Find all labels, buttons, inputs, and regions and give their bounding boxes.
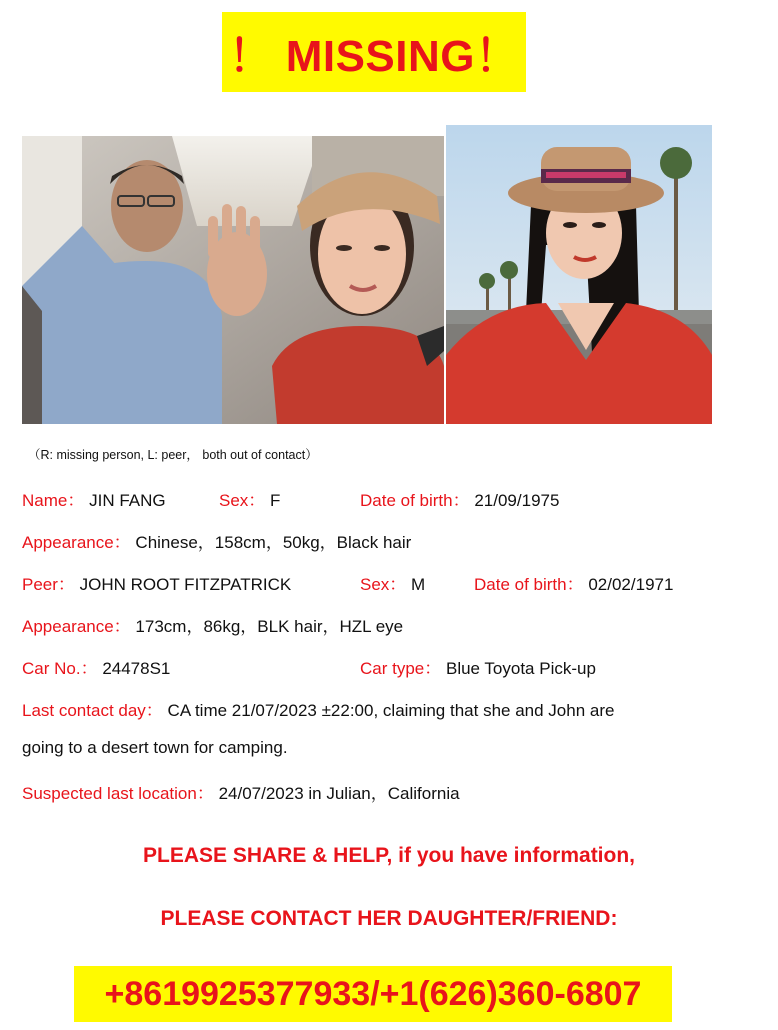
peer-dob-label: Date of birth： — [474, 575, 584, 594]
peer-appearance-value: 173cm，86kg，BLK hair，HZL eye — [135, 617, 404, 636]
photo-caption: （R: missing person, L: peer， both out of contact） — [28, 448, 318, 462]
sex-value: F — [270, 491, 281, 510]
last-contact-continued — [22, 738, 288, 758]
share-help-text: PLEASE SHARE & HELP, if you have information, — [142, 844, 636, 867]
missing-title: ！ MISSING！ — [228, 32, 520, 81]
appearance-label: Appearance： — [22, 533, 131, 552]
appearance-field — [22, 528, 411, 553]
missing-person-image — [446, 125, 712, 424]
missing-banner — [222, 12, 526, 92]
sex-label: Sex： — [219, 491, 266, 510]
contact-phone-box — [74, 966, 672, 1022]
last-contact-label: Last contact day： — [22, 701, 163, 720]
peer-appearance-field — [22, 612, 403, 637]
peer-dob-value: 02/02/1971 — [588, 575, 674, 594]
suspected-location-label: Suspected last location： — [22, 784, 214, 803]
peer-sex-field — [360, 570, 425, 595]
sex-field — [219, 486, 280, 511]
car-type-label: Car type： — [360, 659, 442, 678]
name-field — [22, 486, 166, 511]
peer-label: Peer： — [22, 575, 75, 594]
last-contact-value: CA time 21/07/2023 ±22:00, claiming that she and John are — [167, 701, 615, 720]
dob-value: 21/09/1975 — [474, 491, 560, 510]
car-number-field — [22, 654, 170, 679]
dob-label: Date of birth： — [360, 491, 470, 510]
peer-name-value: JOHN ROOT FITZPATRICK — [79, 575, 292, 594]
car-type-value: Blue Toyota Pick-up — [445, 659, 596, 678]
last-contact-field — [22, 696, 614, 721]
suspected-location-value: 24/07/2023 in Julian，California — [218, 784, 460, 803]
car-number-label: Car No.： — [22, 659, 98, 678]
peer-and-missing-person-photo — [22, 136, 444, 424]
suspected-location-field — [22, 779, 460, 804]
peer-name-field — [22, 570, 291, 595]
peer-dob-field — [474, 570, 673, 595]
name-value: JIN FANG — [89, 491, 166, 510]
car-type-field — [360, 654, 596, 679]
dob-field — [360, 486, 559, 511]
peer-sex-label: Sex： — [360, 575, 407, 594]
contact-phone-numbers: +8619925377933/+1(626)360-6807 — [104, 974, 642, 1013]
last-contact-value-continued: going to a desert town for camping. — [22, 738, 288, 757]
peer-appearance-label: Appearance： — [22, 617, 131, 636]
name-label: Name： — [22, 491, 85, 510]
missing-person-photo — [446, 125, 712, 424]
car-number-value: 24478S1 — [102, 659, 171, 678]
appearance-value: Chinese，158cm，50kg，Black hair — [135, 533, 412, 552]
contact-daughter-text: PLEASE CONTACT HER DAUGHTER/FRIEND: — [160, 907, 618, 930]
peer-and-missing-person-image — [22, 136, 444, 424]
peer-sex-value: M — [411, 575, 426, 594]
